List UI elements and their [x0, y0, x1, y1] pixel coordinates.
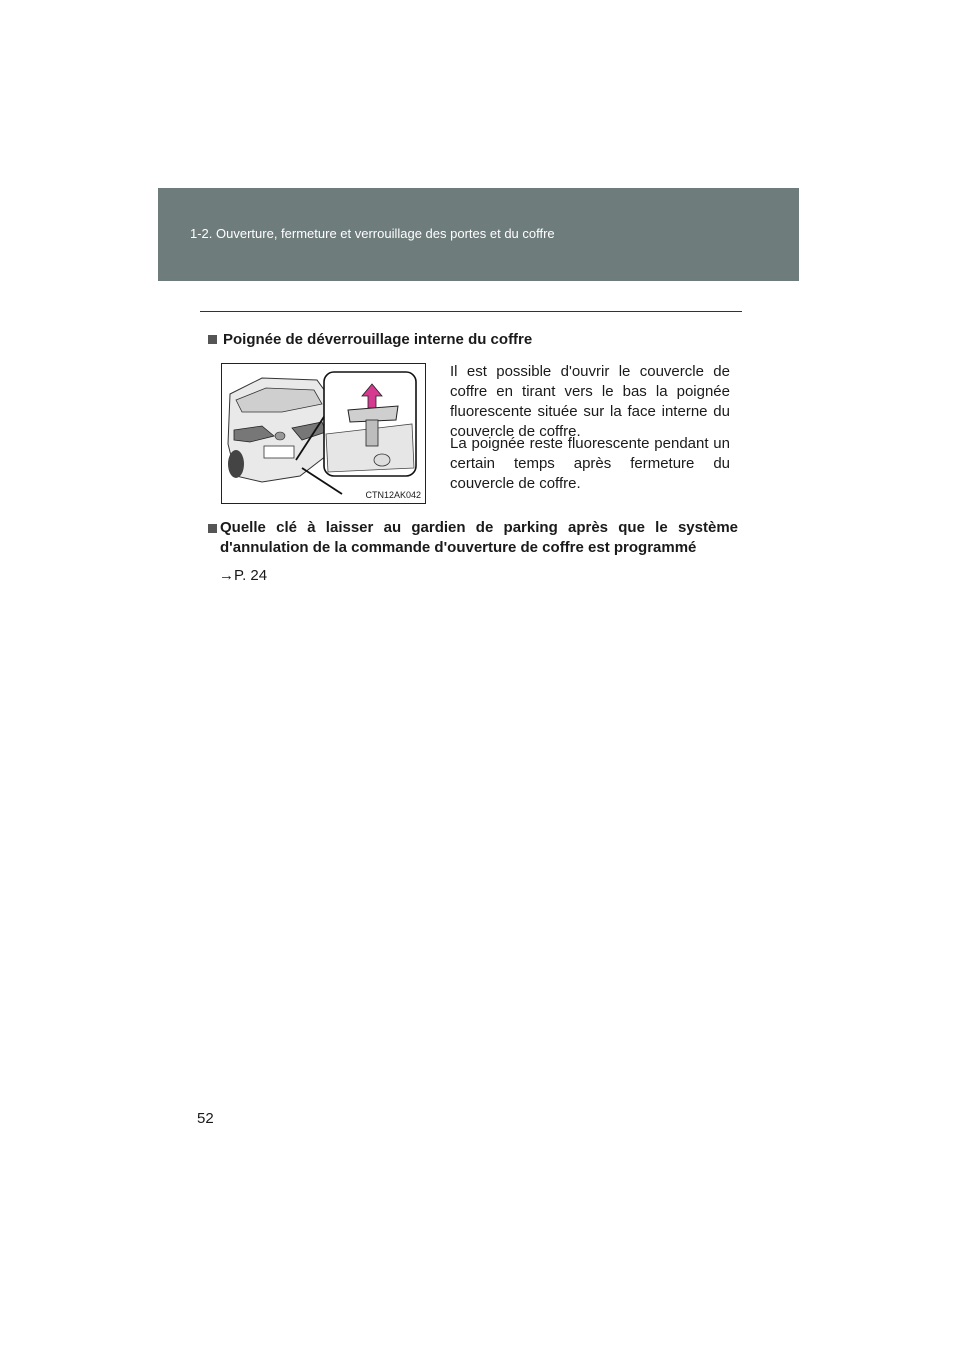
section-heading-text: Poignée de déverrouillage interne du coffre — [223, 331, 533, 348]
section-divider — [200, 311, 742, 312]
bullet-square-icon — [208, 335, 217, 344]
section-heading-trunk-release — [208, 331, 532, 348]
car-trunk-drawing — [222, 364, 425, 503]
page-reference-link[interactable]: →P. 24 — [219, 567, 268, 584]
chapter-header-band — [158, 188, 799, 281]
section-heading-text: Quelle clé à laisser au gardien de parking après que le système d'annulation de la commande d'ouverture de coffre est programmé — [220, 519, 738, 556]
section-heading-valet-key — [208, 518, 738, 558]
figure-code: CTN12AK042 — [365, 490, 421, 500]
page-number: 52 — [197, 1110, 214, 1127]
description-paragraph-1: Il est possible d'ouvrir le couvercle de coffre en tirant vers le bas la poignée fluorescente située sur la face interne du couvercle de coffre. — [450, 363, 730, 440]
chapter-title: 1-2. Ouverture, fermeture et verrouillage des portes et du coffre — [190, 226, 555, 241]
description-paragraph-2: La poignée reste fluorescente pendant un certain temps après fermeture du couvercle de coffre. — [450, 435, 730, 492]
trunk-release-illustration — [221, 363, 426, 504]
bullet-square-icon — [208, 524, 217, 533]
